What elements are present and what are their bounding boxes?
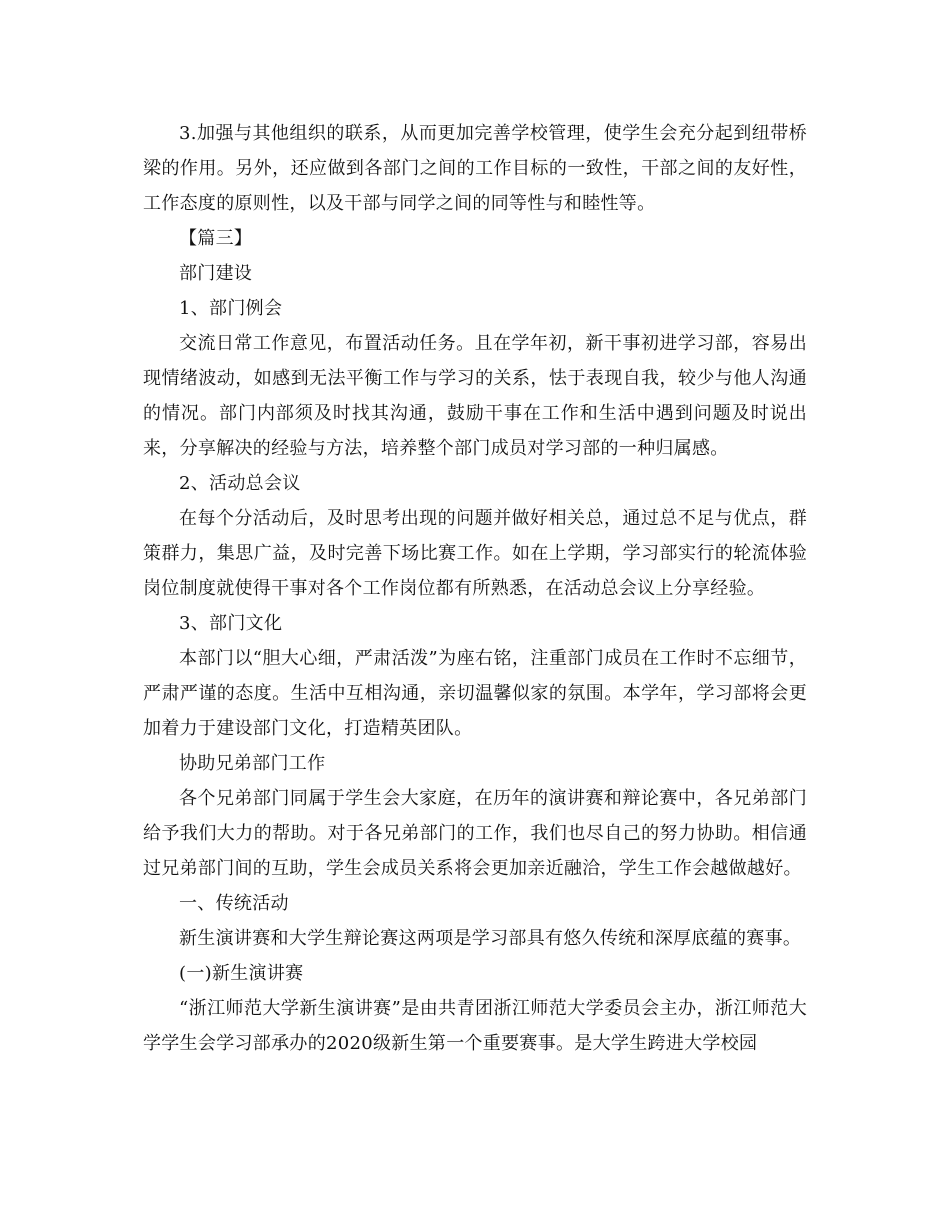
heading-department-meeting: 1、部门例会 [179, 298, 283, 319]
section-heading-part-three: 【篇三】 [179, 228, 253, 249]
paragraph-freshman-speech: “浙江师范大学新生演讲赛”是由共青团浙江师范大学委员会主办，浙江师范大学学生会学习部承办的2020级新生第一个重要赛事。是大学生跨进大学校园 [143, 998, 807, 1054]
heading-activity-meeting: 2、活动总会议 [179, 473, 301, 494]
document-body [143, 116, 807, 1061]
heading-department-building: 部门建设 [179, 263, 253, 284]
heading-traditional-activities: 一、传统活动 [179, 893, 289, 914]
heading-freshman-speech: (一)新生演讲赛 [179, 963, 304, 984]
paragraph-traditional-activities: 新生演讲赛和大学生辩论赛这两项是学习部具有悠久传统和深厚底蕴的赛事。 [179, 928, 802, 949]
paragraph-assist-departments: 各个兄弟部门同属于学生会大家庭，在历年的演讲赛和辩论赛中，各兄弟部门给予我们大力的帮助。对于各兄弟部门的工作，我们也尽自己的努力协助。相信通过兄弟部门间的互助，学生会成员关系将会更加亲近融洽，学生工作会越做越好。 [143, 788, 807, 879]
paragraph-department-culture: 本部门以“胆大心细，严肃活泼”为座右铭，注重部门成员在工作时不忘细节，严肃严谨的态度。生活中互相沟通，亲切温馨似家的氛围。本学年，学习部将会更加着力于建设部门文化，打造精英团队。 [143, 648, 807, 739]
heading-department-culture: 3、部门文化 [179, 613, 283, 634]
heading-assist-departments: 协助兄弟部门工作 [179, 753, 326, 774]
paragraph-department-meeting: 交流日常工作意见，布置活动任务。且在学年初，新干事初进学习部，容易出现情绪波动，如感到无法平衡工作与学习的关系，怯于表现自我，较少与他人沟通的情况。部门内部须及时找其沟通，鼓励干事在工作和生活中遇到问题及时说出来，分享解决的经验与方法，培养整个部门成员对学习部的一种归属感。 [143, 333, 807, 459]
paragraph-activity-meeting: 在每个分活动后，及时思考出现的问题并做好相关总，通过总不足与优点，群策群力，集思广益，及时完善下场比赛工作。如在上学期，学习部实行的轮流体验岗位制度就使得干事对各个工作岗位都有所熟悉，在活动总会议上分享经验。 [143, 508, 807, 599]
paragraph-1: 3.加强与其他组织的联系，从而更加完善学校管理，使学生会充分起到纽带桥梁的作用。另外，还应做到各部门之间的工作目标的一致性，干部之间的友好性，工作态度的原则性，以及干部与同学之间的同等性与和睦性等。 [143, 123, 807, 214]
